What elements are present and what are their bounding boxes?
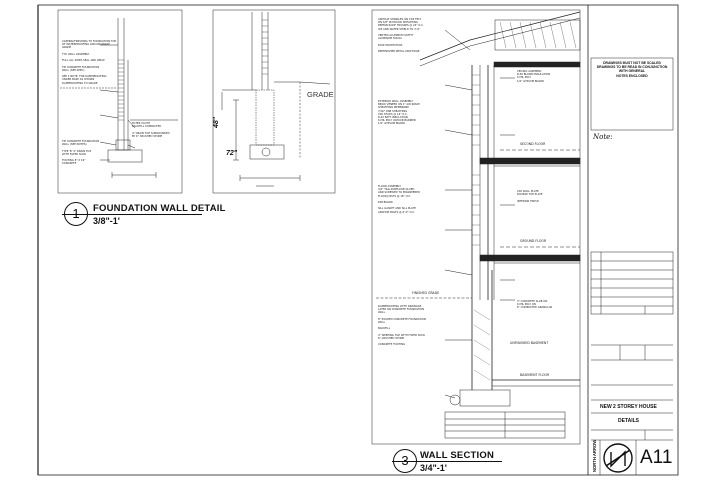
grade-label: GRADE: [307, 90, 334, 99]
wall-section-notes-right: CEILING ASSEMBLY R-50 BLOWN INSULATION 6 MIL POLY 1/2" GYPSUM BOARD: [517, 70, 550, 83]
label-unfinished-basement: UNFINISHED BASEMENT: [510, 341, 549, 345]
detail3-title: WALL SECTION: [420, 450, 495, 461]
detail1-scale: 3/8"-1': [93, 216, 120, 226]
detail3-scale: 3/4"-1': [420, 463, 447, 473]
dimension-height-a: 48": [213, 116, 220, 128]
wall-section-notes-right-3: 3" CONCRETE SLAB ON 6 MIL POLY ON 6" COMPACTED GRANULAR: [517, 300, 553, 310]
detail1-notes-left: CAPPING/FINISHING TO FOUNDATION TOP OF WATERPROOFING AND DRAINAGE GRADE TYP. WALL ASSEMBLY FULL ALL SIDES SEAL AND WRAP TIE CONCRETE FOUNDATION WALL (SEE SPEC) SEE 1 NOTE: FOR DAMPPROOFING UNDER BASE AS SHOWN DAMPPROOFING TO GRADE: [62, 40, 117, 85]
wall-section-notes-left-2: EXTERIOR WALL ASSEMBLY BRICK VENEER ON 1" AIR SPACE SHEATHING MEMBRANE 7/16" OSB SHEATHING 2X6 STUDS @ 16" O.C. R-22 BATT INSULATION 6 MIL POLY VAPOUR BARRIER 1/2" GYPSUM BOARD: [378, 100, 420, 126]
sheet-number: A11: [640, 447, 673, 468]
wall-section-notes-left-3: FLOOR ASSEMBLY 3/4" T&G SUBFLOOR GLUED AND SCREWED TO ENGINEERED FLOOR JOISTS @ 16" O.C. RIM BOARD SILL GASKET AND SILL PLATE ANCHOR BOLTS @ 6'-0" O.C.: [378, 185, 420, 214]
north-arrow-label: NORTH ARROW: [592, 439, 597, 472]
label-basement-floor: BASEMENT FLOOR: [520, 373, 550, 377]
detail1-notes-left-2: TIE CONCRETE FOUNDATION WALL (SEE NOTES) TYPE 'B' 4" DRAIN TILE WITH FILTER SOCK FOOTING 8" X 16" CONCRETE: [62, 140, 100, 166]
detail1b-frame: [213, 10, 335, 193]
detail1-notes-right: FILTER CLOTH BACKFILL COMPACTED 4" DRAIN TILE SURROUNDED BY 6" CRUSHED STONE: [132, 122, 170, 138]
sheet-title: DETAILS: [618, 418, 640, 424]
label-ground-floor: GROUND FLOOR: [520, 239, 547, 243]
label-finished-grade: FINISHED GRADE: [412, 291, 440, 295]
sheet-border: [38, 5, 678, 475]
project-name: NEW 2 STOREY HOUSE: [600, 404, 657, 410]
wall-section-notes-right-2: 2X6 WALL PLATE DOUBLE TOP PLATE INTERIOR FINISH: [517, 190, 543, 203]
detail1-title-rule: [62, 214, 202, 215]
notice-line-1: DRAWINGS MUST NOT BE SCALED: [603, 61, 661, 65]
notice-line-2: DRAWINGS TO BE READ IN CONJUNCTION WITH GENERAL: [596, 65, 668, 74]
label-second-floor: SECOND FLOOR: [520, 142, 546, 146]
north-arrow-icon: [604, 444, 632, 472]
detail1-number-bubble: 1: [64, 202, 88, 226]
wall-section-notes-left: ASPHALT SHINGLES ON 15# FELT ON 3/8" PLYWOOD SHEATHING PREFAB ROOF TRUSSES @ 24" O.C. ICE AND WATER SHIELD TO 3'-0" VENTED ALUMINUM SOFFIT ALUMINUM FASCIA EAVE PROTECTION PREFINISHED METAL DRIP EDGE: [378, 18, 424, 54]
notice-text: [593, 61, 671, 78]
detail3-number-bubble: 3: [393, 449, 417, 473]
notice-line-3: NOTES ENCLOSED: [616, 73, 648, 78]
dimension-height-b: 72": [226, 150, 238, 157]
detail3-title-rule: [392, 461, 502, 462]
notes-heading: Note:: [593, 133, 613, 141]
footing-elevation-detail: [213, 10, 335, 193]
wall-section-notes-left-4: DAMPPROOFING WITH DRAINAGE LAYER ON CONCRETE FOUNDATION WALL 8" POURED CONCRETE FOUNDATION WALL BACKFILL 4" WEEPING TILE WITH FILTER SOCK 6" CRUSHED STONE CONCRETE FOOTING: [378, 305, 426, 347]
detail1-title: FOUNDATION WALL DETAIL: [93, 203, 226, 214]
